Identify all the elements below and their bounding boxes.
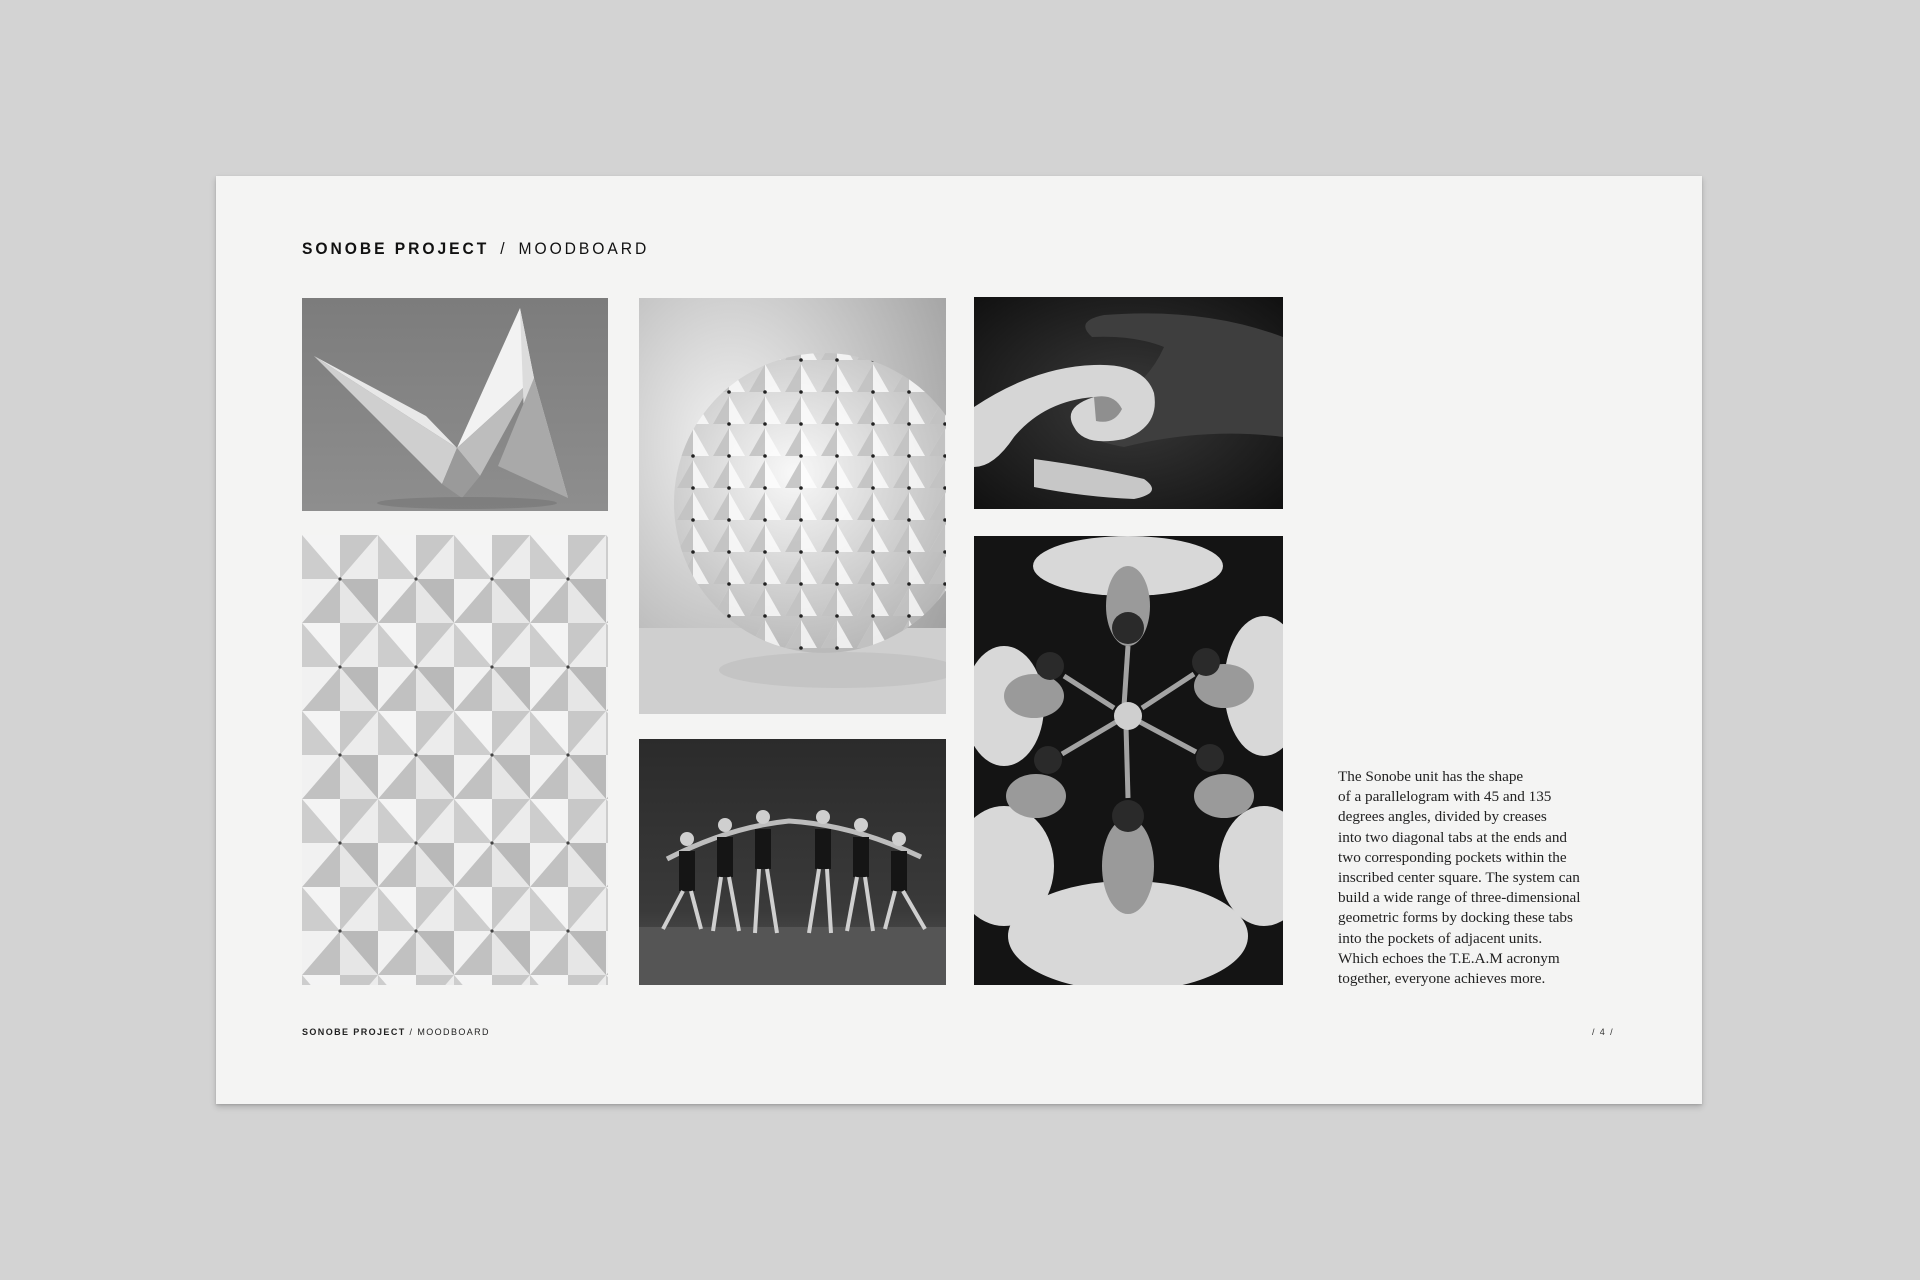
origami-tessellation-photo (302, 535, 608, 985)
sonobe-sphere-photo (639, 298, 946, 714)
footer-separator: / (409, 1027, 414, 1037)
paper-crane-fold-photo (302, 298, 608, 511)
interlocked-hands-photo (974, 297, 1283, 509)
ballerinas-circle-photo (974, 536, 1283, 985)
header-project-title: SONOBE PROJECT (302, 239, 490, 258)
footer-section-title: MOODBOARD (417, 1027, 490, 1037)
moodboard-page (216, 176, 1702, 1104)
page-header (302, 239, 649, 259)
footer-project-title: SONOBE PROJECT (302, 1027, 406, 1037)
footer-title (302, 1027, 490, 1037)
page-number: / 4 / (1592, 1027, 1615, 1037)
dancers-chain-photo (639, 739, 946, 985)
project-description: The Sonobe unit has the shape of a parallelogram with 45 and 135 degrees angles, divided by creases into two diagonal tabs at the ends and two corresponding pockets within the inscribed center square. The system can build a wide range of three-dimensional geometric forms by docking these tabs into the pockets of adjacent units. Which echoes the T.E.A.M acronym together, everyone achieves more. (1338, 768, 1581, 988)
header-section-title: MOODBOARD (518, 239, 650, 258)
header-separator: / (500, 239, 508, 258)
